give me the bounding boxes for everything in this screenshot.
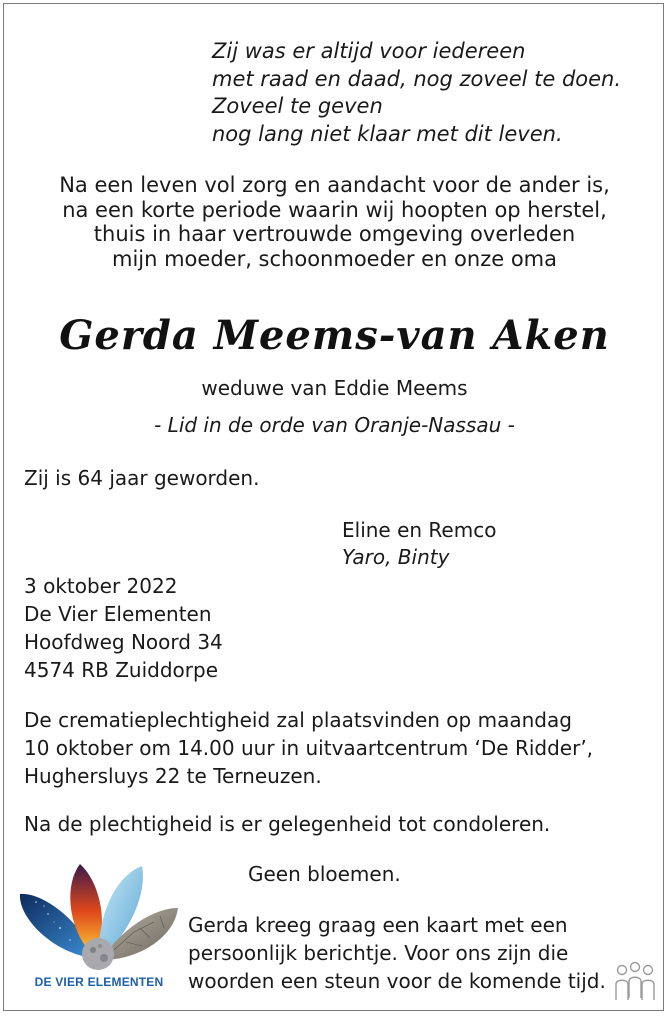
ceremony-text: [24, 706, 593, 790]
intro-line: Na een leven vol zorg en aandacht voor de ander is,: [59, 173, 610, 197]
intro-line: thuis in haar vertrouwde omgeving overleden: [93, 222, 576, 246]
condolences-line: Na de plechtigheid is er gelegenheid tot condoleren.: [24, 812, 551, 836]
vier-elementen-logo: [14, 858, 184, 998]
card-note-line: persoonlijk berichtje. Voor ons zijn die: [188, 941, 569, 965]
logo-text: DE VIER ELEMENTEN: [34, 975, 164, 989]
address-block: [24, 572, 223, 684]
widow-of: weduwe van Eddie Meems: [201, 376, 468, 400]
deceased-name: Gerda Meems-van Aken: [59, 312, 610, 359]
no-flowers-line: Geen bloemen.: [248, 862, 401, 886]
grandchildren-names: Yaro, Binty: [342, 545, 450, 569]
address-line: De Vier Elementen: [24, 602, 212, 626]
ceremony-line: De crematieplechtigheid zal plaatsvinden op maandag: [24, 708, 572, 732]
card-note: [188, 911, 606, 995]
four-elements-petals-logo: [14, 858, 184, 976]
poem-line: Zij was er altijd voor iedereen: [212, 39, 526, 63]
intro-text: [0, 173, 669, 271]
address-line: 3 oktober 2022: [24, 574, 178, 598]
children-names: Eline en Remco: [342, 518, 497, 542]
age-line: Zij is 64 jaar geworden.: [24, 466, 260, 490]
honor-line: - Lid in de orde van Oranje-Nassau -: [154, 413, 515, 437]
ceremony-line: Hughersluys 22 te Terneuzen.: [24, 764, 322, 788]
intro-line: na een korte periode waarin wij hoopten op herstel,: [62, 197, 607, 222]
intro-line: mijn moeder, schoonmoeder en onze oma: [111, 246, 557, 271]
ceremony-line: 10 oktober om 14.00 uur in uitvaartcentrum ‘De Ridder’,: [24, 736, 594, 760]
poem-line: nog lang niet klaar met dit leven.: [212, 121, 563, 146]
poem-line: met raad en daad, nog zoveel te doen.: [212, 66, 622, 91]
card-note-line: woorden een steun voor de komende tijd.: [188, 969, 606, 993]
poem-line: Zoveel te geven: [212, 94, 383, 118]
address-line: 4574 RB Zuiddorpe: [24, 658, 219, 682]
people-monogram-icon: [612, 960, 658, 1004]
family-block: [342, 517, 496, 571]
poem: [212, 38, 621, 148]
address-line: Hoofdweg Noord 34: [24, 630, 223, 654]
card-note-line: Gerda kreeg graag een kaart met een: [188, 913, 568, 937]
